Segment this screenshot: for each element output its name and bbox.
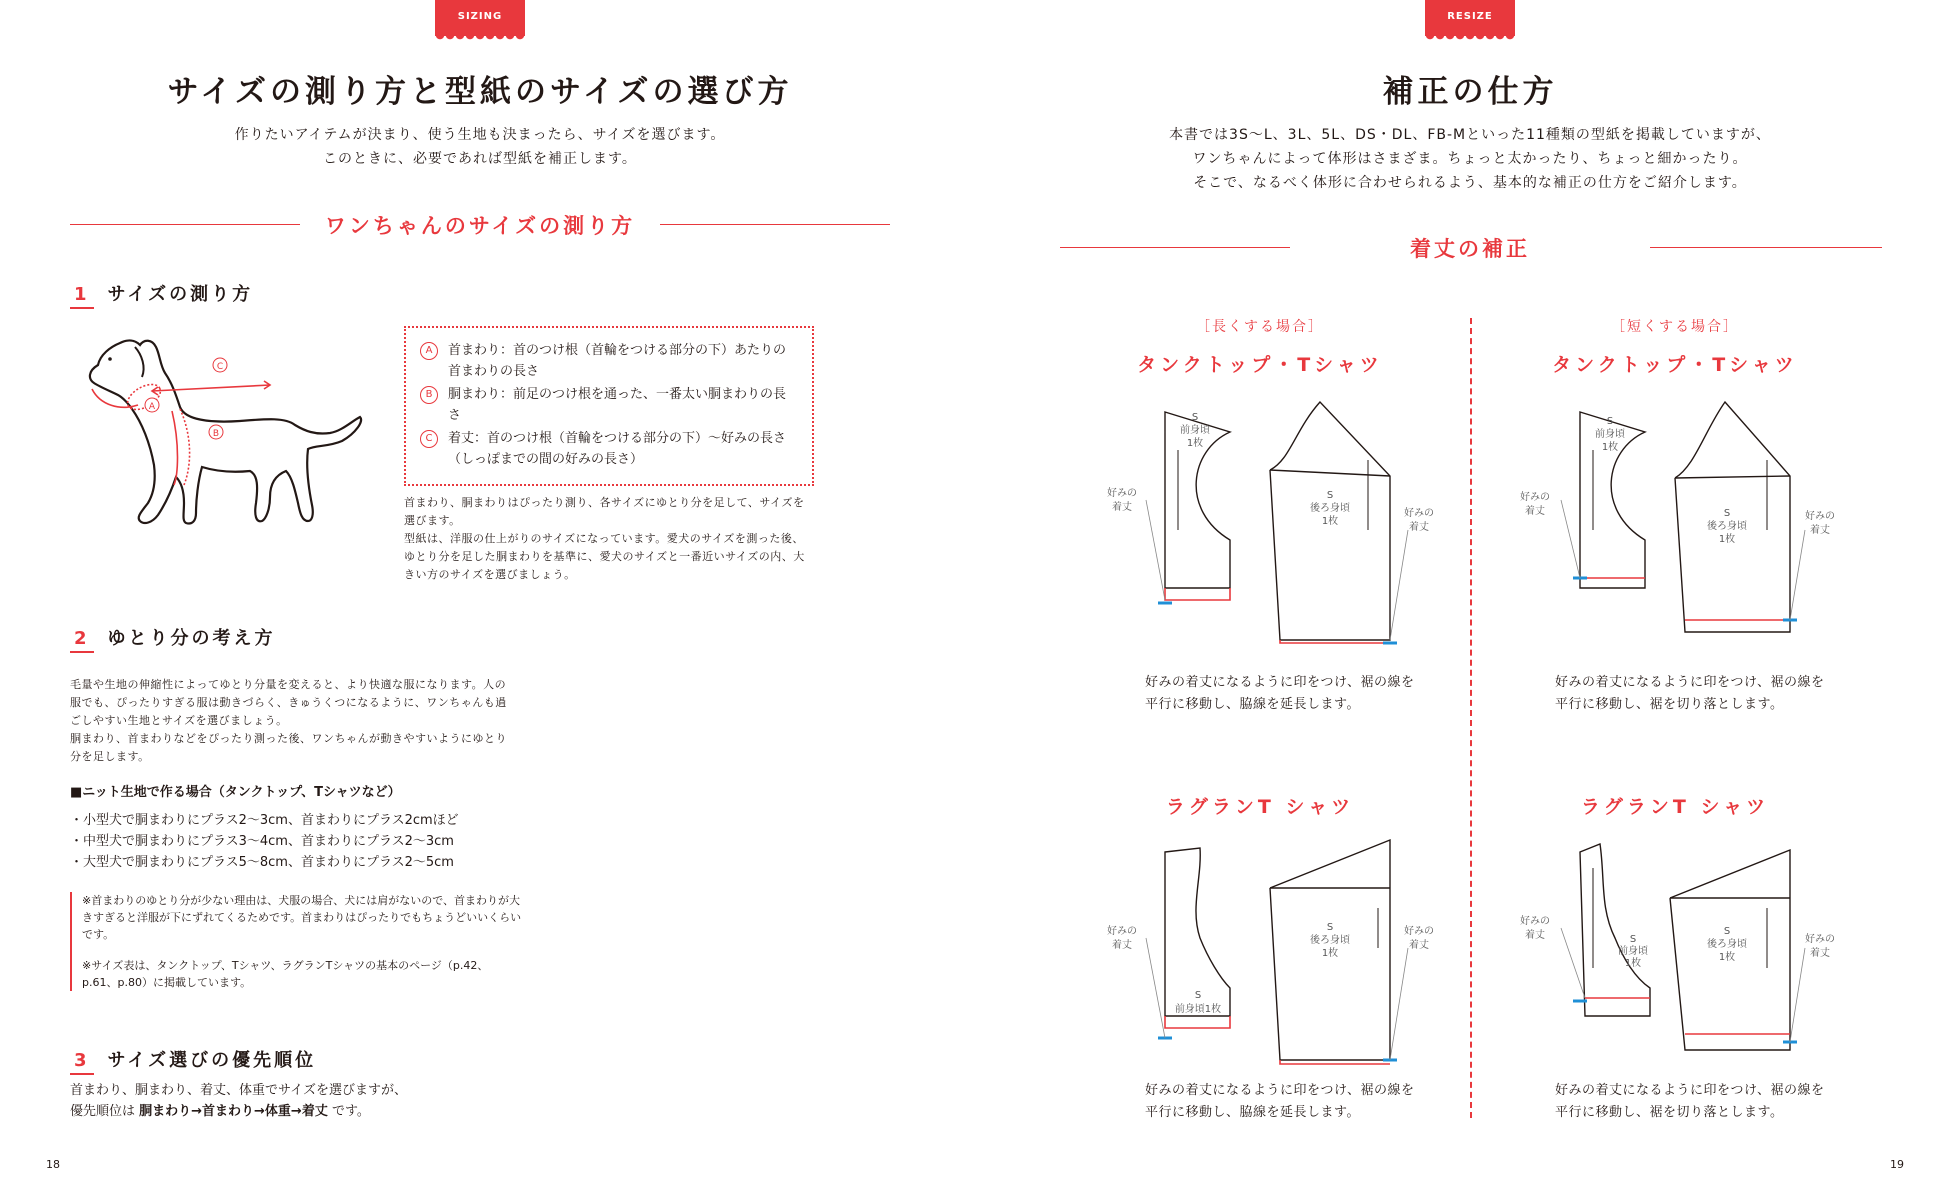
lead-sizing: 作りたいアイテムが決まり、使う生地も決まったら、サイズを選びます。 このときに、必要であれば型紙を補正します。	[234, 127, 726, 167]
svg-text:着丈: 着丈	[1409, 522, 1429, 533]
svg-text:着丈: 着丈	[1810, 948, 1830, 959]
s3-body: 首まわり、胴まわり、着丈、体重でサイズを選びますが、 優先順位は 胴まわり→首まわり→体重→着丈 です。	[70, 1083, 407, 1119]
pattern-tank-short	[1505, 400, 1845, 650]
garment-tank-short: タンクトップ・Tシャツ	[1552, 354, 1798, 376]
caption-raglan-long: 好みの着丈になるように印をつけ、裾の線を 平行に移動し、脇線を延長します。	[1145, 1083, 1415, 1120]
svg-text:好みの: 好みの	[1520, 492, 1550, 503]
svg-text:前身頃: 前身頃	[1595, 429, 1625, 440]
marker-b: B	[212, 429, 220, 439]
svg-text:後ろ身頃: 後ろ身頃	[1707, 939, 1747, 950]
garment-tank-long: タンクトップ・Tシャツ	[1137, 354, 1383, 376]
svg-text:1枚: 1枚	[1321, 948, 1339, 959]
s1-body: 首まわり、胴まわりはぴったり測り、各サイズにゆとり分を足して、サイズを選びます。 型紙は、洋服の仕上がりのサイズになっています。愛犬のサイズを測った後、ゆとり分を足した胴まわりを基準に、愛犬のサイズと一番近いサイズの内、大きい方のサイズを選びましょう。	[404, 496, 805, 581]
svg-text:好みの: 好みの	[1107, 926, 1137, 937]
measure-item-neck: A 首まわり：首のつけ根（首輪をつける部分の下）あたりの首まわりの長さ	[420, 340, 798, 382]
caption-raglan-short: 好みの着丈になるように印をつけ、裾の線を 平行に移動し、裾を切り落とします。	[1555, 1083, 1825, 1120]
sizing-tag: SIZING	[435, 0, 525, 36]
s2-body: 毛量や生地の伸縮性によってゆとり分量を変えると、より快適な服になります。人の服でも、ぴったりすぎる服は動きづらく、きゅうくつになるように、ワンちゃんも過ごしやすい生地とサイズを選びましょう。 胴まわり、首まわりなどをぴったり測った後、ワンちゃんが動きやすいようにゆとり分を足します。	[70, 678, 507, 763]
resize-tag: RESIZE	[1425, 0, 1515, 36]
lead-resize: 本書では3S～L、3L、5L、DS・DL、FB-Mといった11種類の型紙を掲載していますが、 ワンちゃんによって体形はさまざま。ちょっと太かったり、ちょっと細かったり。 そこで、なるべく体形に合わせられるよう、基本的な補正の仕方をご紹介します。	[1169, 127, 1771, 191]
column-divider	[1470, 318, 1472, 1118]
svg-text:S: S	[1629, 934, 1637, 945]
svg-text:好みの: 好みの	[1520, 916, 1550, 927]
svg-text:好みの: 好みの	[1107, 488, 1137, 499]
heading-s2: 2 ゆとり分の考え方	[70, 624, 276, 653]
svg-text:1枚: 1枚	[1718, 534, 1736, 545]
svg-text:S: S	[1723, 508, 1731, 519]
svg-text:好みの: 好みの	[1805, 511, 1835, 522]
svg-text:1枚: 1枚	[1321, 516, 1339, 527]
svg-text:前身頃1枚: 前身頃1枚	[1174, 1004, 1222, 1015]
case-longer: ［長くする場合］	[1196, 319, 1324, 335]
svg-text:後ろ身頃: 後ろ身頃	[1310, 503, 1350, 514]
svg-text:着丈: 着丈	[1525, 506, 1545, 517]
svg-text:好みの: 好みの	[1805, 934, 1835, 945]
svg-text:着丈: 着丈	[1810, 525, 1830, 536]
pattern-raglan-long	[1090, 838, 1434, 1068]
garment-raglan-long: ラグランT シャツ	[1165, 796, 1355, 818]
svg-text:着丈: 着丈	[1112, 940, 1132, 951]
svg-text:好みの: 好みの	[1404, 508, 1434, 519]
svg-text:S: S	[1606, 416, 1614, 427]
section-heading-length: 着丈の補正	[1290, 233, 1650, 263]
svg-text:1枚: 1枚	[1624, 958, 1642, 969]
marker-c: C	[216, 362, 224, 372]
page-number-left: 18	[46, 1158, 60, 1171]
pattern-tank-long	[1090, 400, 1434, 650]
page-title-sizing: サイズの測り方と型紙のサイズの選び方	[167, 74, 793, 110]
heading-s3: 3 サイズ選びの優先順位	[70, 1046, 316, 1075]
page-number-right: 19	[1890, 1158, 1904, 1171]
caption-tank-short: 好みの着丈になるように印をつけ、裾の線を 平行に移動し、裾を切り落とします。	[1555, 675, 1825, 712]
heading-s1: 1 サイズの測り方	[70, 280, 253, 309]
dog-illustration	[80, 325, 370, 535]
svg-text:1枚: 1枚	[1601, 442, 1619, 453]
measure-item-girth: B 胴まわり：前足のつけ根を通った、一番太い胴まわりの長さ	[420, 384, 798, 426]
svg-text:S: S	[1194, 990, 1202, 1001]
svg-text:S: S	[1326, 922, 1334, 933]
svg-text:着丈: 着丈	[1525, 930, 1545, 941]
knit-heading: ■ニット生地で作る場合（タンクトップ、Tシャツなど）	[70, 785, 401, 800]
svg-text:前身頃: 前身頃	[1180, 425, 1210, 436]
svg-text:1枚: 1枚	[1186, 438, 1204, 449]
case-shorter: ［短くする場合］	[1611, 319, 1739, 335]
garment-raglan-short: ラグランT シャツ	[1580, 796, 1770, 818]
svg-text:後ろ身頃: 後ろ身頃	[1707, 521, 1747, 532]
svg-text:着丈: 着丈	[1112, 502, 1132, 513]
svg-text:着丈: 着丈	[1409, 940, 1429, 951]
svg-text:好みの: 好みの	[1404, 926, 1434, 937]
section-heading-measure: ワンちゃんのサイズの測り方	[300, 210, 660, 240]
svg-text:S: S	[1326, 490, 1334, 501]
svg-text:S: S	[1191, 412, 1199, 423]
page-title-resize: 補正の仕方	[1382, 74, 1558, 110]
measure-item-length: C 着丈：首のつけ根（首輪をつける部分の下）～好みの長さ（しっぽまでの間の好みの長さ）	[420, 428, 798, 470]
marker-a: A	[148, 402, 156, 412]
caption-tank-long: 好みの着丈になるように印をつけ、裾の線を 平行に移動し、脇線を延長します。	[1145, 675, 1415, 712]
svg-text:S: S	[1723, 926, 1731, 937]
svg-text:後ろ身頃: 後ろ身頃	[1310, 935, 1350, 946]
s2-notes: ※首まわりのゆとり分が少ない理由は、犬服の場合、犬には肩がないので、首まわりが大きすぎると洋服が下にずれてくるためです。首まわりはぴったりでもちょうどいいくらいです。 ※サイズ表は、タンクトップ、Tシャツ、ラグランTシャツの基本のページ（p.42、p.61、p.80）に掲載しています。	[70, 892, 522, 991]
svg-text:1枚: 1枚	[1718, 952, 1736, 963]
measure-definitions-box	[404, 326, 814, 486]
yutori-list: ・小型犬で胴まわりにプラス2～3cm、首まわりにプラス2cmほど ・中型犬で胴まわりにプラス3～4cm、首まわりにプラス2～3cm ・大型犬で胴まわりにプラス5～8cm、首まわりにプラス2～5cm	[70, 813, 459, 870]
svg-text:前身頃: 前身頃	[1618, 946, 1648, 957]
pattern-raglan-short	[1505, 838, 1845, 1068]
